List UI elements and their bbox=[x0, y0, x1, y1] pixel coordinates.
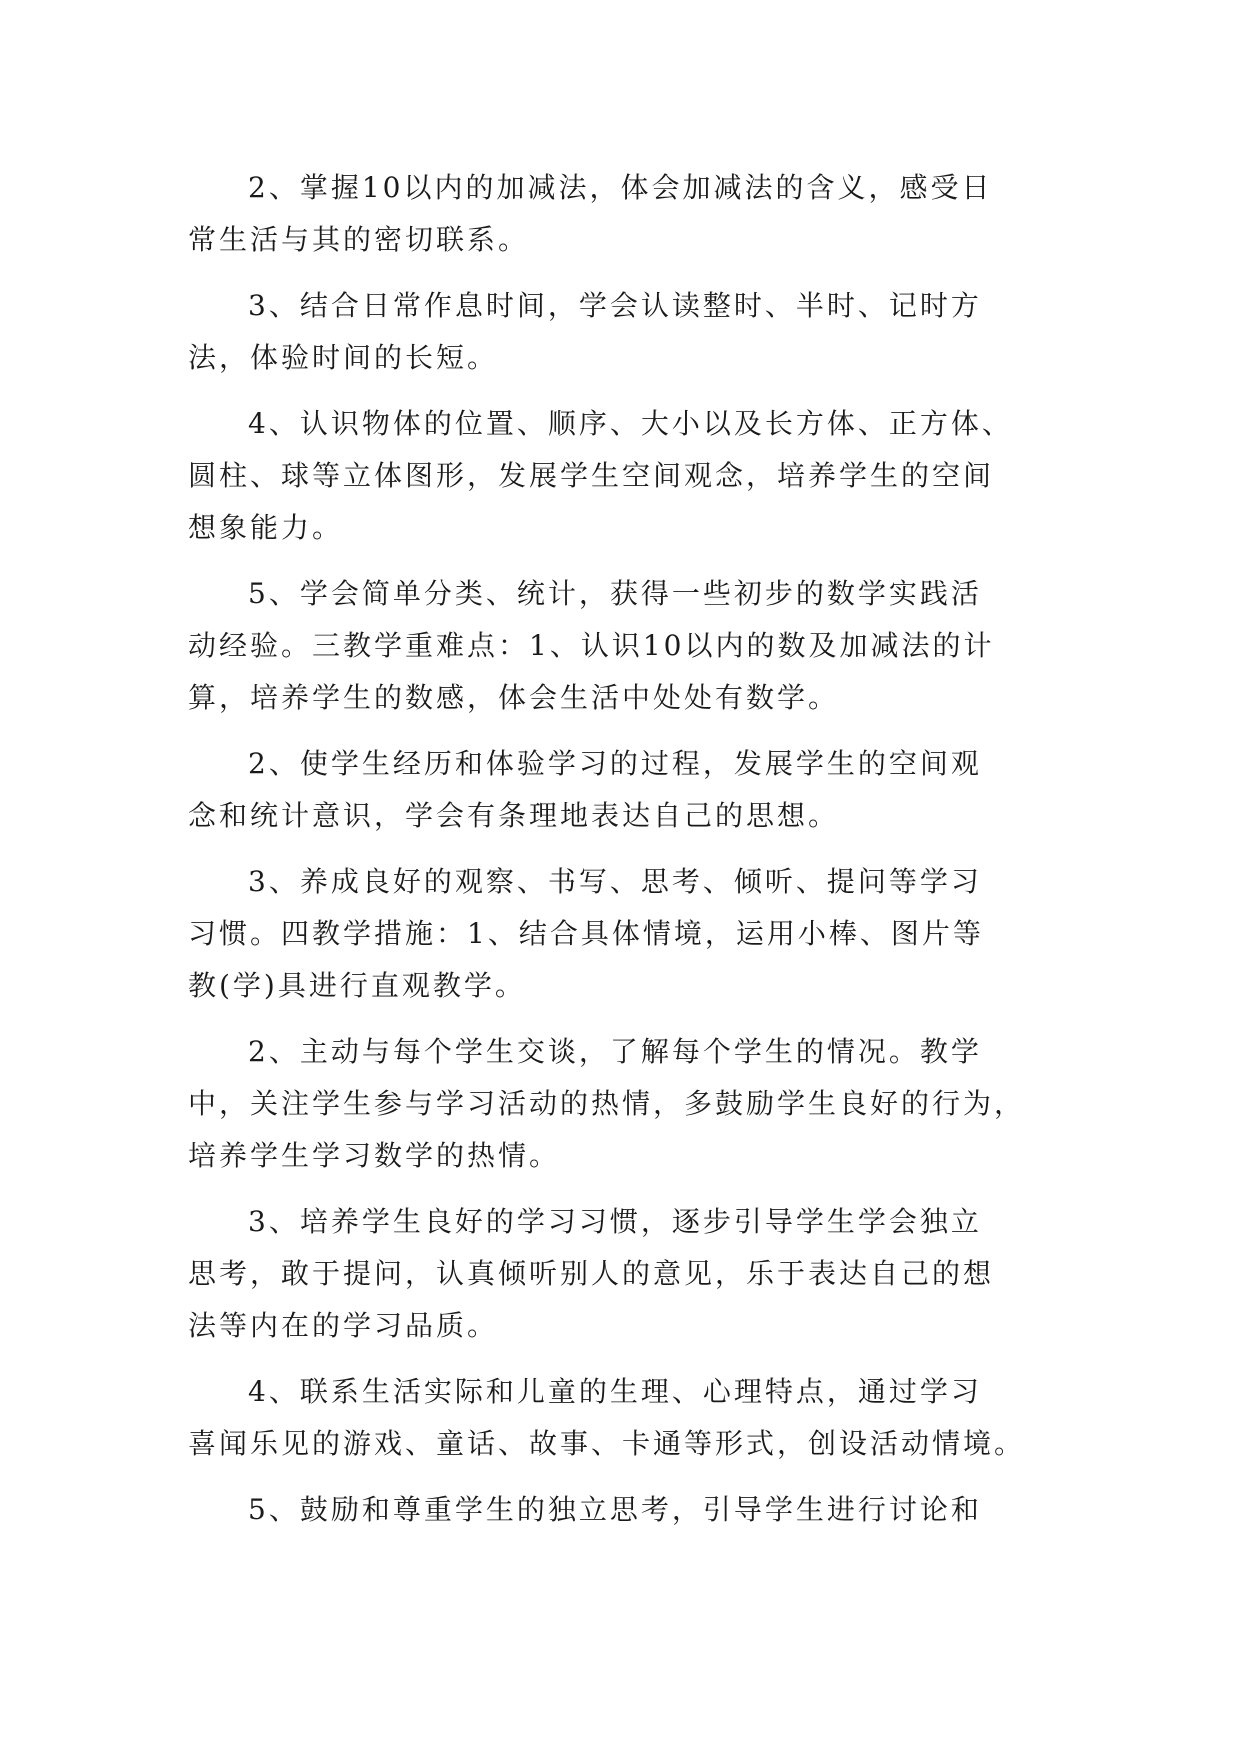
paragraph-line: 3、养成良好的观察、书写、思考、倾听、提问等学习 bbox=[248, 865, 982, 898]
paragraph-line: 喜闻乐见的游戏、童话、故事、卡通等形式，创设活动情境。 bbox=[188, 1427, 1026, 1460]
paragraph-line: 法等内在的学习品质。 bbox=[188, 1309, 499, 1342]
paragraph-line: 2、掌握10以内的加减法，体会加减法的含义，感受日 bbox=[248, 171, 993, 204]
paragraph-line: 5、鼓励和尊重学生的独立思考，引导学生进行讨论和 bbox=[248, 1493, 982, 1526]
paragraph-line: 4、认识物体的位置、顺序、大小以及长方体、正方体、 bbox=[248, 407, 1013, 440]
paragraph-line: 5、学会简单分类、统计，获得一些初步的数学实践活 bbox=[248, 577, 982, 610]
paragraph-line: 2、主动与每个学生交谈，了解每个学生的情况。教学 bbox=[248, 1035, 982, 1068]
paragraph-line: 算，培养学生的数感，体会生活中处处有数学。 bbox=[188, 681, 840, 714]
document-body bbox=[188, 162, 1050, 1536]
paragraph-line: 圆柱、球等立体图形，发展学生空间观念，培养学生的空间 bbox=[188, 459, 995, 492]
paragraph-line: 念和统计意识，学会有条理地表达自己的思想。 bbox=[188, 799, 840, 832]
paragraph-line: 法，体验时间的长短。 bbox=[188, 341, 499, 374]
paragraph-line: 3、结合日常作息时间，学会认读整时、半时、记时方 bbox=[248, 289, 982, 322]
paragraph-line: 培养学生学习数学的热情。 bbox=[188, 1139, 561, 1172]
paragraph-line: 教(学)具进行直观教学。 bbox=[188, 969, 526, 1002]
paragraph-line: 3、培养学生良好的学习习惯，逐步引导学生学会独立 bbox=[248, 1205, 982, 1238]
paragraph-line: 思考，敢于提问，认真倾听别人的意见，乐于表达自己的想 bbox=[188, 1257, 995, 1290]
paragraph-line: 想象能力。 bbox=[188, 511, 344, 544]
paragraph-line: 动经验。三教学重难点：1、认识10以内的数及加减法的计 bbox=[188, 629, 995, 662]
paragraph-line: 习惯。四教学措施：1、结合具体情境，运用小棒、图片等 bbox=[188, 917, 984, 950]
paragraph-line: 中，关注学生参与学习活动的热情，多鼓励学生良好的行为， bbox=[188, 1087, 1026, 1120]
paragraph-line: 2、使学生经历和体验学习的过程，发展学生的空间观 bbox=[248, 747, 982, 780]
paragraph-line: 常生活与其的密切联系。 bbox=[188, 223, 530, 256]
paragraph-line: 4、联系生活实际和儿童的生理、心理特点，通过学习 bbox=[248, 1375, 982, 1408]
